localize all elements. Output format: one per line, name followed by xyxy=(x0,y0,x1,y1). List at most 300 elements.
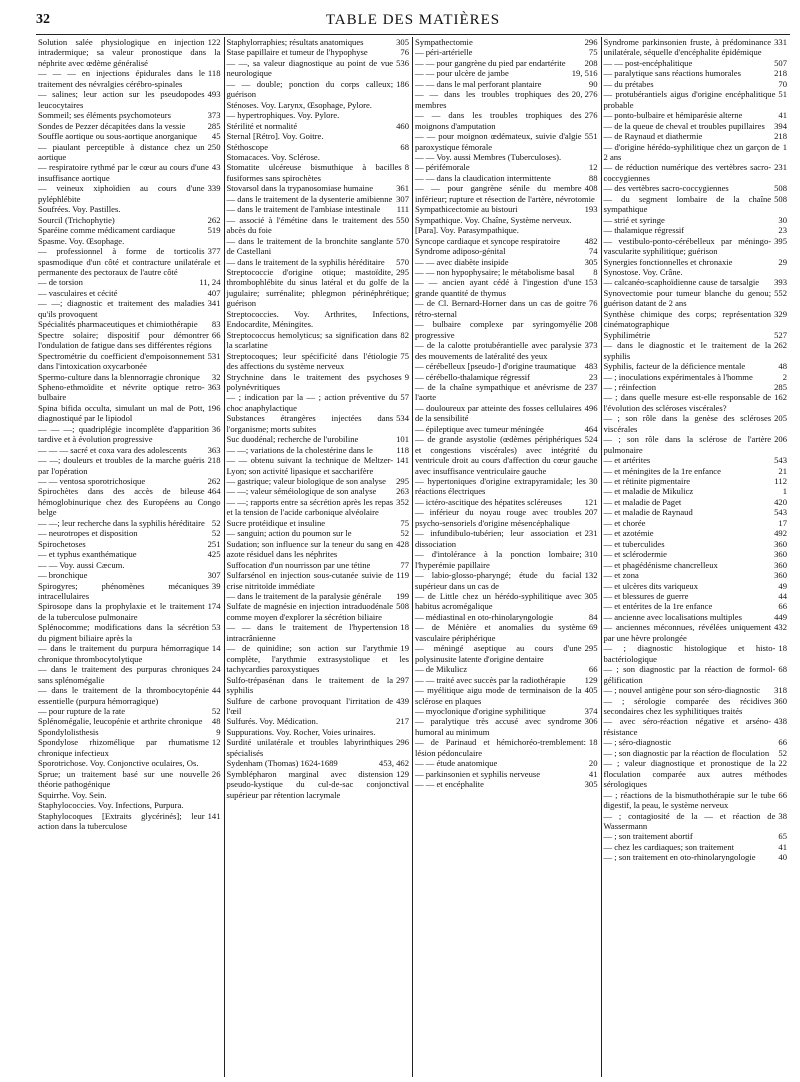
index-entry xyxy=(604,696,788,717)
index-entry-text: — respiratoire rythmé par le cœur au cours d'une insuffisance aortique xyxy=(38,162,209,183)
index-entry-page: 339 xyxy=(205,183,221,193)
index-entry xyxy=(415,591,598,612)
index-entry-page: 45 xyxy=(209,131,221,141)
index-entry xyxy=(38,486,221,517)
index-entry-text: — ; son diagnostic par la réaction de floculation xyxy=(603,747,770,758)
index-entry-text: — du segment lombaire de la chaîne sympathique xyxy=(603,193,772,215)
index-entry xyxy=(415,403,598,424)
index-entry-text: Stérilité et normalité xyxy=(226,120,298,131)
index-entry-page: 250 xyxy=(205,142,221,152)
index-entry-text: — pour rupture de la rate xyxy=(38,706,126,716)
index-entry xyxy=(604,790,788,811)
index-entry xyxy=(415,622,598,643)
index-entry-page: 507 xyxy=(771,58,787,68)
index-entry-page: 29 xyxy=(775,257,787,267)
index-entry-text: — et typhus exanthématique xyxy=(38,549,137,560)
index-entry xyxy=(227,622,410,643)
index-entry-page: 20 xyxy=(586,758,598,768)
index-entry-text: Sténoses. Voy. Larynx, Œsophage, Pylore. xyxy=(226,99,372,110)
index-entry-page: 9 xyxy=(213,727,220,737)
index-entry xyxy=(415,257,598,267)
index-entry-page: 75 xyxy=(397,518,409,528)
index-entry-page: 2 xyxy=(780,372,787,382)
index-entry xyxy=(227,100,410,110)
index-entry xyxy=(415,47,598,57)
index-entry-page: 19, 516 xyxy=(569,68,598,78)
index-entry-text: — de Raynaud et diathermie xyxy=(603,131,703,142)
index-entry-text: Stéthoscope xyxy=(226,141,269,152)
header-rule xyxy=(36,34,790,35)
index-entry-text: — sanguin; action du poumon sur le xyxy=(226,528,352,539)
index-entry-page: 129 xyxy=(582,675,598,685)
index-entry-page: 453, 462 xyxy=(376,758,409,768)
index-entry xyxy=(415,612,598,622)
index-entry-page: 30 xyxy=(775,215,787,225)
index-entry-page: 196 xyxy=(205,403,221,413)
index-entry-text: — anciennes méconnues, révélées uniquement par une hèvre prolongée xyxy=(603,622,772,643)
index-entry xyxy=(604,330,788,340)
index-entry-text: Spheno-ethmoïdite et névrite optique retro-bulbaire xyxy=(38,381,205,403)
index-entry-text: — — Voy. aussi Cæcum. xyxy=(38,559,125,570)
index-entry-text: Sondes de Pezzer décapitées dans la vessie xyxy=(38,120,186,131)
index-entry-text: — — avec diabète insipide xyxy=(415,256,509,267)
index-entry xyxy=(38,236,221,246)
index-entry xyxy=(38,142,221,163)
index-entry-page: 482 xyxy=(582,236,598,246)
index-entry-text: — douloureux par atteinte des fosses cellulaires de la sensibilité xyxy=(415,402,582,424)
index-entry-text: — et maladie de Mikulicz xyxy=(603,486,694,497)
index-entry-page: 75 xyxy=(586,47,598,57)
index-entry xyxy=(604,497,788,507)
index-entry-text: — bulbaire complexe par syringomyélie progressive xyxy=(415,319,582,340)
index-entry xyxy=(604,549,788,559)
index-entry-page: 360 xyxy=(771,570,787,580)
index-entry-text: Sulfure de carbone provoquant l'irritation de l'œil xyxy=(226,695,394,716)
index-entry-page: 262 xyxy=(205,215,221,225)
index-entry-page: 12 xyxy=(209,737,221,747)
index-entry xyxy=(415,434,598,476)
index-entry-page: 23 xyxy=(775,225,787,235)
index-entry-text: Stomacaces. Voy. Sclérose. xyxy=(226,151,320,162)
index-entry-text: — labio-glosso-pharyngé; étude du facial supérieur dans un cas de xyxy=(415,570,582,591)
index-entry-page: 111 xyxy=(394,204,409,214)
index-entry xyxy=(38,89,221,110)
index-entry-text: — et azotémie xyxy=(603,528,654,539)
index-entry-text: — dans le traitement du purpura hémorragique chronique thrombocytolytique xyxy=(38,643,209,664)
index-entry xyxy=(415,246,598,256)
index-entry-page: 208 xyxy=(582,319,598,329)
index-entry-page: 493 xyxy=(205,89,221,99)
index-entry-text: — — — en injections épidurales dans le traitement des névralgies cérébro-spinales xyxy=(38,68,205,89)
index-entry-page: 44 xyxy=(775,591,787,601)
index-entry-page: 231 xyxy=(582,528,598,538)
index-entry-page: 428 xyxy=(393,539,409,549)
index-entry xyxy=(38,382,221,403)
index-entry-page: 39 xyxy=(209,581,221,591)
index-entry xyxy=(38,811,221,832)
index-entry-text: Sporotrichose. Voy. Conjonctive oculaires, Os. xyxy=(38,758,199,769)
index-entry xyxy=(604,748,788,758)
index-entry xyxy=(604,194,788,215)
index-entry-page: 53 xyxy=(209,622,221,632)
index-entry-text: — et ulcères dits variqueux xyxy=(603,580,699,591)
index-entry-text: — dans le traitement de l'ambiase intestinale xyxy=(226,204,381,215)
index-entry-text: Streptocoques; leur spécificité dans l'étiologie des affections du système nerveux xyxy=(226,350,398,372)
index-entry-text: Spondylose rhizomélique par rhumatisme chronique infectieux xyxy=(38,737,209,758)
index-entry-page: 394 xyxy=(771,121,787,131)
index-entry xyxy=(604,142,788,163)
index-entry-text: — — Voy. aussi Membres (Tuberculoses). xyxy=(415,151,562,162)
index-entry-page: 66 xyxy=(775,790,787,800)
index-entry-page: 276 xyxy=(582,110,598,120)
index-entry xyxy=(227,351,410,372)
index-entry xyxy=(227,372,410,393)
index-entry xyxy=(604,758,788,789)
index-entry xyxy=(38,298,221,319)
index-entry-text: Synergies fonctionnelles et chronaxie xyxy=(603,256,733,267)
index-entry-text: — parkinsonien et syphilis nerveuse xyxy=(415,768,541,779)
index-entry xyxy=(227,79,410,100)
index-entry-text: Splénocomme; modifications dans la sécrétion du pigment biliaire après la xyxy=(38,622,209,643)
index-entry-text: — et zona xyxy=(603,570,639,581)
index-entry-page: 40 xyxy=(775,852,787,862)
index-entry-page: 206 xyxy=(771,434,787,444)
index-entry-text: — — dans le mal perforant plantaire xyxy=(415,78,542,89)
index-entry-page: 90 xyxy=(586,79,598,89)
index-entry-page: 57 xyxy=(397,392,409,402)
index-entry xyxy=(415,737,598,758)
index-entry-text: — ictéro-ascitique des hépatites scléreuses xyxy=(415,496,562,507)
index-entry-text: Staphylocoques [Extraits glycérinés]; leur action dans la tuberculose xyxy=(38,810,205,831)
index-entry xyxy=(38,183,221,204)
index-entry xyxy=(227,215,410,236)
index-entry-page: 251 xyxy=(205,539,221,549)
index-entry xyxy=(604,267,788,277)
index-entry-page: 17 xyxy=(775,518,787,528)
index-entry xyxy=(227,204,410,214)
index-entry-text: — — — sacré et coxa vara des adolescents xyxy=(38,444,187,455)
index-entry xyxy=(604,89,788,110)
index-entry-text: Synovectomie pour tumeur blanche du genou; guérison datant de 2 ans xyxy=(603,287,772,309)
index-entry-page: 492 xyxy=(771,528,787,538)
index-entry-page: 295 xyxy=(393,476,409,486)
index-entry-text: Spasme. Voy. Œsophage. xyxy=(38,235,125,246)
index-entry-text: — et entérites de la 1re enfance xyxy=(603,601,713,612)
index-entry-text: — cérébello-thalamique régressif xyxy=(415,371,531,382)
index-entry xyxy=(227,434,410,444)
index-entry-text: — ; contagiosité de la — et réaction de Wassermann xyxy=(603,810,776,831)
index-entry xyxy=(227,47,410,57)
index-entry-text: — ; son rôle dans la genèse des scléroses viscérales xyxy=(603,413,772,434)
index-entry xyxy=(415,79,598,89)
index-entry xyxy=(604,382,788,392)
index-entry xyxy=(227,539,410,560)
index-entry xyxy=(38,539,221,549)
index-entry-page: 377 xyxy=(205,246,221,256)
index-entry-text: — et maladie de Paget xyxy=(603,496,682,507)
index-entry-page: 119 xyxy=(393,570,409,580)
index-entry-text: Sympathicectomie au bistouri xyxy=(415,204,518,215)
index-entry-text: Spirosope dans la prophylaxie et le traitement de la tuberculose pulmonaire xyxy=(38,601,205,622)
index-entry xyxy=(604,539,788,549)
index-entry xyxy=(38,246,221,277)
index-entry-page: 52 xyxy=(209,518,221,528)
index-entry-page: 19 xyxy=(397,643,409,653)
index-entry xyxy=(227,737,410,758)
index-entry-page: 11, 24 xyxy=(196,277,220,287)
index-entry-page: 52 xyxy=(209,706,221,716)
index-entry-text: Syphilis, facteur de la déficience mentale xyxy=(603,361,746,372)
index-entry-page: 66 xyxy=(586,664,598,674)
index-entry xyxy=(38,790,221,800)
index-entry xyxy=(415,236,598,246)
index-entry-page: 297 xyxy=(393,675,409,685)
index-entry-text: — veineux xiphoïdien au cours d'une pyléphlébite xyxy=(38,183,205,204)
index-entry-page: 307 xyxy=(205,570,221,580)
index-entry-page: 70 xyxy=(775,79,787,89)
index-entry xyxy=(604,162,788,183)
index-entry-page: 550 xyxy=(393,215,409,225)
index-entry-page: 464 xyxy=(205,486,221,496)
index-entry-text: Spermo-culture dans la blennorragie chronique xyxy=(38,371,200,382)
index-entry-text: Soufrées. Voy. Pastilles. xyxy=(38,204,121,215)
index-entry xyxy=(38,204,221,214)
index-entry-page: 361 xyxy=(393,183,409,193)
index-entry-page: 76 xyxy=(586,298,598,308)
index-entry-text: Syphilimétrie xyxy=(603,329,651,340)
index-entry-text: — de la chaîne sympathique et anévrisme de l'aorte xyxy=(415,381,582,403)
index-entry-page: 363 xyxy=(205,382,221,392)
index-entry-page: 8 xyxy=(590,267,597,277)
index-entry xyxy=(38,424,221,445)
index-entry-page: 26 xyxy=(209,769,221,779)
index-entry-page: 41 xyxy=(586,769,598,779)
index-entry xyxy=(227,142,410,152)
index-entry-page: 84 xyxy=(586,612,598,622)
index-entry xyxy=(604,288,788,309)
index-entry-text: Sulfate de magnésie en injection intraduodénale comme moyen d'explorer la sécrétion biliaire xyxy=(226,601,394,622)
index-entry xyxy=(604,434,788,455)
index-entry-page: 551 xyxy=(582,131,598,141)
index-entry-text: — strié et syringe xyxy=(603,214,665,225)
index-entry-page: 153 xyxy=(582,277,598,287)
index-entry xyxy=(604,466,788,476)
index-entry-text: Sprue; un traitement basé sur une nouvelle théorie pathogénique xyxy=(38,768,209,790)
index-entry-text: — ; séro-diagnostic xyxy=(603,737,672,748)
index-entry xyxy=(38,706,221,716)
index-entry-text: — et phagédénisme chancrelleux xyxy=(603,559,718,570)
index-entry xyxy=(227,413,410,434)
index-entry xyxy=(415,162,598,172)
index-entry xyxy=(227,257,410,267)
index-entry-text: — professionnel à forme de torticolis spasmodique d'un côté et contracture unilatérale et permanente des pectoraux de l'autre côté xyxy=(38,246,221,277)
index-entry xyxy=(604,831,788,841)
index-entry xyxy=(38,560,221,570)
index-entry-page: 460 xyxy=(393,121,409,131)
index-entry xyxy=(604,518,788,528)
index-entry-text: — — dans les troubles trophiques des membres xyxy=(415,89,569,110)
index-entry-page: 69 xyxy=(586,622,598,632)
index-entry-page: 318 xyxy=(771,685,787,695)
index-entry-page: 76 xyxy=(397,47,409,57)
index-entry xyxy=(227,236,410,257)
index-entry-text: — ; réinfection xyxy=(603,381,656,392)
index-entry-text: — de grande asystolie (œdèmes périphériques et congestions viscérales) avec intégrité du ventricule droit au cours d'affection du cœur gauche avec insuffisance ventriculaire gauche xyxy=(415,434,598,476)
index-entry xyxy=(604,455,788,465)
index-entry xyxy=(604,110,788,120)
index-entry xyxy=(415,37,598,47)
index-entry-text: — ; son diagnostic par la réaction de formol-gélification xyxy=(603,664,776,685)
index-entry xyxy=(415,570,598,591)
index-entry-text: Spectre solaire; dispositif pour démontrer l'ondulation de fatigue dans ses différentes régions xyxy=(38,329,212,351)
index-entry-text: Sourcil (Trichophytie) xyxy=(38,214,115,225)
index-entry-text: — —; leur recherche dans la syphilis héréditaire xyxy=(38,517,205,528)
index-entry-text: — — obtenu suivant la technique de Meltzer-Lyon; son activité lipasique et saccharifère xyxy=(226,455,394,476)
index-entry-page: 36 xyxy=(209,424,221,434)
index-entry-page: 360 xyxy=(771,539,787,549)
index-entry xyxy=(227,455,410,476)
index-column-4 xyxy=(602,37,791,1077)
index-entry-text: — ; nouvel antigène pour son séro-diagnostic xyxy=(603,685,761,696)
index-entry-page: 534 xyxy=(393,413,409,423)
index-entry-text: Suc duodénal; recherche de l'urobiline xyxy=(226,434,359,445)
index-entry xyxy=(227,58,410,79)
index-entry xyxy=(415,131,598,152)
index-entry-text: Splénomégalie, leucopénie et arthrite chronique xyxy=(38,716,203,727)
index-entry-page: 307 xyxy=(393,194,409,204)
index-entry xyxy=(227,476,410,486)
index-entry-page: 141 xyxy=(205,811,221,821)
index-entry-text: — de torsion xyxy=(38,277,83,288)
index-entry-page: 543 xyxy=(771,455,787,465)
index-entry-page: 88 xyxy=(586,173,598,183)
index-entry xyxy=(38,277,221,287)
index-entry xyxy=(227,696,410,717)
index-entry xyxy=(38,716,221,726)
index-entry xyxy=(38,727,221,737)
index-entry-page: 570 xyxy=(393,236,409,246)
index-entry-text: — myoclonique d'origine syphilitique xyxy=(415,706,546,716)
index-entry-page: 186 xyxy=(393,79,409,89)
index-entry-text: — — pour gangrène du pied par endartérite xyxy=(415,57,566,68)
index-entry-text: Substances étrangères injectées dans l'organisme; morts subites xyxy=(226,413,394,434)
index-entry xyxy=(604,612,788,622)
index-entry xyxy=(415,152,598,162)
index-entry-text: — — pour moignon œdémateux, suivie d'algie paroxystique fémorale xyxy=(415,131,582,152)
index-entry-page: 508 xyxy=(393,601,409,611)
index-entry-page: 52 xyxy=(209,528,221,538)
index-entry-page: 20, 276 xyxy=(569,89,598,99)
index-entry-page: 310 xyxy=(582,549,598,559)
index-entry-page: 24 xyxy=(209,664,221,674)
index-entry xyxy=(604,528,788,538)
index-entry-text: — des vertèbres sacro-coccygiennes xyxy=(603,183,729,194)
index-entry xyxy=(415,507,598,528)
index-entry-text: Sympathique. Voy. Chaîne, Système nerveux. xyxy=(415,214,572,225)
index-entry-page: 66 xyxy=(775,601,787,611)
index-entry-text: — —, sa valeur diagnostique au point de vue neurologique xyxy=(226,57,394,79)
index-entry-text: Stomatite ulcéreuse bismuthique à bacilles fusiformes sans spirochètes xyxy=(226,162,402,183)
index-entry-text: — ; indication par la — ; action préventive du choc anaphylactique xyxy=(226,392,398,413)
index-entry-text: — ; valeur diagnostique et pronostique de la floculation comparée aux autres méthodes sérologiques xyxy=(603,758,787,790)
index-entry-text: Strychnine dans le traitement des psychoses polynévritiques xyxy=(226,371,402,392)
index-entry-text: Suffocation d'un nourrisson par une tétine xyxy=(226,559,371,570)
index-entry-text: Sucre protéidique et insuline xyxy=(226,517,326,528)
index-entry-page: 262 xyxy=(205,476,221,486)
index-entry xyxy=(38,455,221,476)
index-entry-page: 439 xyxy=(393,696,409,706)
index-entry xyxy=(227,497,410,518)
index-entry-text: — piaulant perceptible à distance chez un aortique xyxy=(38,141,205,162)
index-entry-page: 464 xyxy=(582,424,598,434)
index-entry-text: Spirochetoses xyxy=(38,538,86,549)
index-entry xyxy=(604,842,788,852)
index-entry-text: — ; dans quelle mesure est-elle responsable de l'évolution des scléroses viscérales? xyxy=(603,392,772,413)
index-entry-text: Sulfo-trépasénan dans le traitement de la syphilis xyxy=(226,674,394,696)
index-entry-page: 407 xyxy=(205,288,221,298)
index-entry-page: 122 xyxy=(205,37,221,47)
index-entry xyxy=(38,131,221,141)
index-entry xyxy=(227,758,410,768)
index-entry xyxy=(604,811,788,832)
index-entry xyxy=(415,173,598,183)
index-entry-page: 295 xyxy=(393,267,409,277)
index-entry xyxy=(38,737,221,758)
index-entry-text: — inférieur du noyau rouge avec troubles psycho-sensoriels d'origine mésencéphalique xyxy=(415,507,582,528)
index-entry xyxy=(604,236,788,257)
index-entry xyxy=(227,769,410,800)
index-entry-text: Streptococcus hemolyticus; sa signification dans la scarlatine xyxy=(226,329,398,351)
index-entry xyxy=(604,37,788,58)
index-entry-page: 118 xyxy=(205,68,221,78)
index-entry-text: Syndrome parkinsonien fruste, à prédominance unilatérale, séquelle d'encéphalite épidémique xyxy=(603,37,772,58)
index-entry xyxy=(227,37,410,47)
index-entry xyxy=(415,225,598,235)
index-entry xyxy=(604,601,788,611)
index-entry-page: 285 xyxy=(771,382,787,392)
index-entry-page: 524 xyxy=(582,434,598,444)
index-entry-page: 305 xyxy=(582,257,598,267)
index-entry xyxy=(415,758,598,768)
index-entry-page: 52 xyxy=(397,528,409,538)
index-entry xyxy=(415,361,598,371)
index-entry-page: 18 xyxy=(775,643,787,653)
index-entry-page: 18 xyxy=(397,622,409,632)
index-entry-page: 83 xyxy=(209,319,221,329)
index-entry xyxy=(415,372,598,382)
index-entry-text: — de Mikulicz xyxy=(415,664,468,675)
index-entry-text: — et méningites de la 1re enfance xyxy=(603,465,721,476)
index-entry xyxy=(604,361,788,371)
index-entry-text: — protubérantiels aigus d'origine encéphalitique probable xyxy=(603,89,776,110)
index-entry-text: — — pour ulcère de jambe xyxy=(415,68,509,79)
index-entry-page: 305 xyxy=(582,591,598,601)
index-entry-text: — et chorée xyxy=(603,517,646,528)
index-entry-text: — et artérites xyxy=(603,455,651,466)
index-entry-page: 296 xyxy=(582,37,598,47)
index-entry-text: — ; son traitement abortif xyxy=(603,831,693,842)
index-entry xyxy=(604,392,788,413)
index-entry-page: 1 xyxy=(780,142,787,152)
index-entry-text: — d'origine hérédo-syphilitique chez un garçon de 2 ans xyxy=(603,141,780,162)
index-entry-page: 373 xyxy=(205,110,221,120)
index-entry-text: — infundibulo-tubérien; leur association et dissociation xyxy=(415,528,582,549)
index-entry-text: — périfémorale xyxy=(415,162,470,173)
index-entry-page: 18 xyxy=(586,737,598,747)
index-entry-text: — — dans les troubles trophiques des moignons d'amputation xyxy=(415,110,582,131)
index-entry xyxy=(604,340,788,361)
index-entry-text: — dans le traitement de la dysenterie amibienne xyxy=(226,193,393,204)
